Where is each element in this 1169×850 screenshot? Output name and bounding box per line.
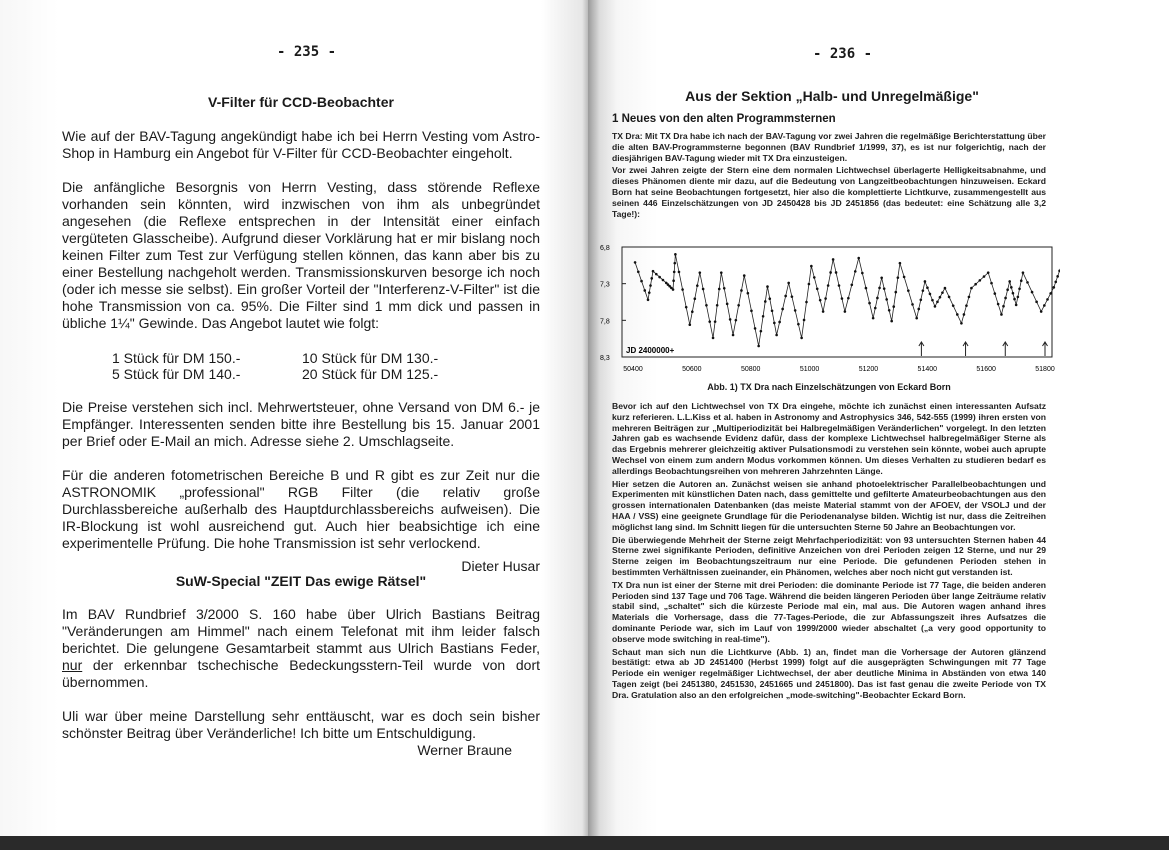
data-point bbox=[775, 334, 778, 337]
data-point bbox=[694, 297, 697, 300]
data-point bbox=[708, 320, 711, 323]
data-point bbox=[655, 273, 658, 276]
data-point bbox=[888, 309, 891, 312]
x-tick-label: 51200 bbox=[858, 366, 879, 373]
paragraph: Bevor ich auf den Lichtwechsel von TX Dra eingehe, möchte ich zunächst einen interessanten Aufsatz kurz referieren. L.L.Kiss et al. haben in Astronomy and Astrophysics 346, 542-555 (1999) ihren ersten von mehreren Beiträgen zur „Multiperiodizität bei Halbregelmäßigen Veränderlichen" vorgelegt. In den letzten Jahren gab es wachsende Evidenz dafür, dass der komplexe Lichtwechsel halbregelmäßiger Sterne als das Ergebnis mehrerer gleichzeitig aktiver Pulsationsmodi zu verstehen sein könnte, wobei auch aprupte Wechsel von einem zum andern Modus vorkommen können. Um dieses Verhalten zu studieren bedarf es allerdings Beobachtungsreihen von mehreren Jahrzehnten Länge. bbox=[612, 401, 1046, 476]
data-point bbox=[813, 276, 816, 279]
data-point bbox=[878, 287, 881, 290]
data-point bbox=[1053, 286, 1056, 289]
data-point bbox=[1010, 286, 1013, 289]
data-point bbox=[903, 276, 906, 279]
page-number: - 236 - bbox=[813, 46, 873, 62]
data-point bbox=[662, 279, 665, 282]
intro-text bbox=[612, 131, 1046, 221]
data-point bbox=[907, 289, 910, 292]
data-point bbox=[762, 315, 765, 318]
data-point bbox=[1006, 288, 1009, 291]
data-point bbox=[794, 309, 797, 312]
data-point bbox=[1017, 296, 1020, 299]
data-point bbox=[1012, 292, 1015, 295]
data-point bbox=[952, 304, 955, 307]
price-cell: 1 Stück für DM 150.- bbox=[112, 350, 241, 366]
data-point bbox=[1004, 297, 1007, 300]
author: Werner Braune bbox=[417, 742, 512, 758]
data-point bbox=[956, 313, 959, 316]
data-point bbox=[735, 319, 738, 322]
author: Dieter Husar bbox=[461, 558, 540, 574]
data-point bbox=[929, 293, 932, 296]
data-point bbox=[885, 298, 888, 301]
data-point bbox=[924, 280, 927, 283]
underlined-word: nur bbox=[62, 657, 83, 673]
x-axis-label: JD 2400000+ bbox=[626, 346, 675, 355]
data-point bbox=[797, 323, 800, 326]
data-point bbox=[911, 303, 914, 306]
data-point bbox=[1002, 305, 1005, 308]
data-point bbox=[965, 304, 968, 307]
article-title: SuW-Special "ZEIT Das ewige Rätsel" bbox=[175, 573, 427, 589]
paragraph: Schaut man sich nun die Lichtkurve (Abb. 1) an, findet man die Vorhersage der Autoren glänzend bestätigt: etwa ab JD 2451400 (Herbst 1999) folgt auf die ausgeprägten Schwingungen mit 77 Tage Periode ein weniger regelmäßiger Lichtwechsel, der aber deutliche Minima in Abständen von etwa 140 Tagen zeigt (bei 2451380, 2451530, 2451665 und 2451800). Das ist fast genau die zweite Periode von TX Dra. Gratulation also an den erfolgreichen „mode-switching"-Beobachter Eckard Born. bbox=[612, 646, 1046, 700]
paragraph bbox=[62, 606, 540, 691]
y-tick-label: 6,8 bbox=[600, 245, 610, 252]
price-cell: 20 Stück für DM 125.- bbox=[302, 366, 439, 382]
price-cell: 5 Stück für DM 140.- bbox=[112, 366, 241, 382]
data-point bbox=[685, 306, 688, 309]
data-point bbox=[934, 305, 937, 308]
plot-frame bbox=[622, 247, 1052, 357]
data-point bbox=[841, 297, 844, 300]
data-point bbox=[712, 337, 715, 340]
y-tick-label: 8,3 bbox=[600, 355, 610, 362]
paragraph: Für die anderen fotometrischen Bereiche B und R gibt es zur Zeit nur die ASTRONOMIK „professional" RGB Filter (die relativ große Durchlassbereiche außerhalb des Hauptdurchlassbereichs aufweisen). Die IR-Blockung ist wohl ausreichend gut. Auch hier beabsichtige ich eine experimentelle Prüfung. Die hohe Transmission ist sehr verlockend. bbox=[62, 467, 540, 551]
data-point bbox=[810, 265, 813, 268]
paragraph: Hier setzen die Autoren an. Zunächst weisen sie anhand photoelektrischer Parallelbeobachtungen und Experimenten mit künstlichen Daten nach, dass gemittelte und gefilterte Amateurbeobachtungen aus den grossen internationalen Datenbanken (das meiste Material stammt von der AFOEV, der VSOLJ und der HAA / VSS) eine geeignete Grundlage für die Periodenanalyse bilden. Wichtig ist nur, dass die Zeitreihen möglichst lang sind. Im Schnitt liegen für die untersuchten Sterne 50 Jahre an Beobachtungen vor. bbox=[612, 478, 1046, 532]
data-point bbox=[824, 297, 827, 300]
data-point bbox=[681, 288, 684, 291]
data-point bbox=[672, 288, 675, 291]
data-point bbox=[987, 271, 990, 274]
light-curve-chart bbox=[600, 240, 1060, 395]
data-point bbox=[917, 308, 920, 311]
x-tick-label: 51000 bbox=[799, 366, 820, 373]
data-point bbox=[1031, 291, 1034, 294]
data-point bbox=[963, 313, 966, 316]
data-point bbox=[674, 253, 677, 256]
data-point bbox=[970, 287, 973, 290]
data-point bbox=[897, 276, 900, 279]
data-point bbox=[637, 270, 640, 273]
data-point bbox=[808, 283, 811, 286]
data-point bbox=[652, 270, 655, 273]
data-point bbox=[781, 308, 784, 311]
data-point bbox=[1058, 270, 1060, 273]
data-point bbox=[720, 271, 723, 274]
data-point bbox=[696, 284, 699, 287]
text: der erkennbar tschechische Bedeckungsstern-Teil wurde von dort übernommen. bbox=[62, 657, 540, 690]
data-point bbox=[714, 320, 717, 323]
data-point bbox=[1035, 301, 1038, 304]
data-point bbox=[1018, 288, 1021, 291]
data-point bbox=[838, 284, 841, 287]
data-point bbox=[726, 303, 729, 306]
data-point bbox=[979, 279, 982, 282]
paragraph: Die anfängliche Besorgnis von Herrn Vesting, dass störende Reflexe vorhanden sein könnten, wird inzwischen von ihm als unbegründet angesehen (die Reflexe entsprechen in der Intensität einer einfach vergüteten Glasscheibe). Aufgrund dieser Vorklärung hat er mir bislang noch keinen Filter zum Test zur Verfügung stellen können, das kann aber bis zu einer Bestellung nachgeholt werden. Transmissionskurven besorge ich noch (oder ich messe sie selbst). Ein großer Vorteil der "Interferenz-V-Filter" ist die hohe Transmission von ca. 95%. Die Filter sind 1 mm dick und passen in übliche 1¼" Gewinde. Das Angebot lautet wie folgt: bbox=[62, 179, 540, 331]
data-point bbox=[805, 301, 808, 304]
data-point bbox=[892, 305, 895, 308]
data-point bbox=[876, 297, 879, 300]
figure-caption: Abb. 1) TX Dra nach Einzelschätzungen von Eckard Born bbox=[707, 382, 951, 392]
paragraph: TX Dra nun ist einer der Sterne mit drei Perioden: die dominante Periode ist 77 Tage, die beiden anderen Perioden sind 137 Tage und 706 Tage. Während die beiden längeren Perioden über lange Zeiträume relativ stabil sind, „schaltet" sich die kürzeste Periode mal ein, mal aus. Die Autoren wagen anhand ihres Materials die Vorhersage, dass die 77-Tages-Periode, die zur Abfassungszeit ihres Aufsatzes die dominante Periode war, sich im Lauf von 1999/2000 wieder abschaltet („a very good opportunity to observe mode switching in real-time"). bbox=[612, 579, 1046, 644]
data-point bbox=[974, 283, 977, 286]
data-point bbox=[865, 287, 868, 290]
data-point bbox=[1043, 304, 1046, 307]
data-point bbox=[983, 275, 986, 278]
x-tick-label: 51400 bbox=[917, 366, 938, 373]
data-point bbox=[1049, 292, 1052, 295]
x-tick-label: 51600 bbox=[976, 366, 996, 373]
light-curve-line bbox=[635, 254, 1060, 346]
data-point bbox=[740, 289, 743, 292]
data-point bbox=[791, 295, 794, 298]
data-point bbox=[768, 297, 771, 300]
x-tick-label: 50800 bbox=[740, 366, 761, 373]
data-point bbox=[673, 262, 676, 265]
data-point bbox=[883, 287, 886, 290]
data-point bbox=[944, 287, 947, 290]
data-point bbox=[874, 307, 877, 310]
data-point bbox=[672, 279, 675, 282]
section-title: Aus der Sektion „Halb- und Unregelmäßige" bbox=[685, 88, 979, 104]
data-point bbox=[1020, 279, 1023, 282]
price-cell: 10 Stück für DM 130.- bbox=[302, 350, 439, 366]
body-text bbox=[612, 401, 1046, 703]
x-tick-label: 51800 bbox=[1035, 366, 1055, 373]
data-point bbox=[691, 310, 694, 313]
x-tick-label: 50400 bbox=[623, 366, 643, 373]
data-point bbox=[705, 304, 708, 307]
data-point bbox=[803, 319, 806, 322]
data-point bbox=[648, 291, 651, 294]
data-point bbox=[922, 289, 925, 292]
data-point bbox=[634, 261, 637, 264]
data-point bbox=[1054, 281, 1057, 284]
data-point bbox=[857, 257, 860, 260]
data-point bbox=[920, 299, 923, 302]
text: Mit TX Dra habe ich nach der BAV-Tagung vor zwei Jahren die regelmäßige Berichterstattung über die alten BAV-Programmsterne begonnen (BAV Rundbrief 1/1999, 37), es ist nur folgerichtig, nach der diesjährigen BAV-Tagung wieder mit TX Dra einzusteigen. bbox=[612, 131, 1046, 163]
paragraph: Vor zwei Jahren zeigte der Stern eine dem normalen Lichtwechsel überlagerte Helligkeitsabnahme, und dieses Phänomen diente mir dazu, auf die Bedeutung von Langzeitbeobachtungen hinzuweisen. Eckard Born hat seine Beobachtungen fortgesetzt, hier also die komplettierte Lichtkurve, zusammengestellt aus seinen 446 Einzelschätzungen von JD 2450428 bis JD 2451856 (das bedeutet: eine Schätzung alle 3,2 Tage!): bbox=[612, 165, 1046, 219]
data-point bbox=[729, 318, 732, 321]
data-point bbox=[816, 288, 819, 291]
scan-edge bbox=[0, 836, 1169, 850]
data-point bbox=[650, 277, 653, 280]
data-point bbox=[847, 297, 850, 300]
data-point bbox=[673, 271, 676, 274]
data-point bbox=[723, 287, 726, 290]
data-point bbox=[1013, 298, 1016, 301]
data-point bbox=[658, 276, 661, 279]
data-point bbox=[868, 302, 871, 305]
paragraph: Die Preise verstehen sich incl. Mehrwertsteuer, ohne Versand von DM 6.- je Empfänger. Interessenten senden bitte ihre Bestellung bis 15. Januar 2001 per Brief oder E-Mail an mich. Adresse siehe 2. Umschlagseite. bbox=[62, 399, 540, 449]
data-point bbox=[702, 288, 705, 291]
paragraph: Die überwiegende Mehrheit der Sterne zeigt Mehrfachperiodizität: von 93 untersuchten Sternen haben 44 Sterne zwei signifikante Perioden, definitive Anzeichen von drei Perioden zeigen 12 Sterne, und nur 29 Sterne zeigen im Beobachtungszeitraum nur eine Periode. Die gefundenen Perioden stehen in bestimmten Verhältnissen zueinander, ein Phänomen, welches aber noch nicht gut verstanden ist. bbox=[612, 534, 1046, 577]
data-point bbox=[678, 271, 681, 274]
paragraph: Uli war über meine Darstellung sehr enttäuscht, war es doch sein bisher schönster Beitrag über Veränderliche! Ich bitte um Entschuldigung. bbox=[62, 708, 540, 741]
data-point bbox=[880, 277, 883, 280]
data-point bbox=[747, 292, 750, 295]
y-tick-label: 7,3 bbox=[600, 281, 610, 289]
data-point bbox=[997, 303, 1000, 306]
data-point bbox=[754, 327, 757, 330]
data-point bbox=[647, 299, 650, 302]
data-point bbox=[890, 320, 893, 323]
data-point bbox=[778, 321, 781, 324]
data-point bbox=[771, 310, 774, 313]
data-point bbox=[1056, 275, 1059, 278]
data-point bbox=[851, 283, 854, 286]
data-point bbox=[829, 271, 832, 274]
data-point bbox=[872, 317, 875, 320]
data-point bbox=[787, 282, 790, 285]
data-point bbox=[827, 284, 830, 287]
data-point bbox=[640, 280, 643, 283]
data-point bbox=[757, 345, 760, 348]
data-point bbox=[737, 304, 740, 307]
text: Im BAV Rundbrief 3/2000 S. 160 habe über Ulrich Bastians Beitrag "Veränderungen am Himmel" nach einem Telefonat mit ihm leider falsch berichtet. Die gelungene Gesamtarbeit stammt aus Ulrich Bastians Feder, bbox=[62, 606, 540, 656]
data-point bbox=[773, 322, 776, 325]
data-point bbox=[750, 310, 753, 313]
data-point bbox=[899, 262, 902, 265]
data-point bbox=[743, 274, 746, 277]
data-point bbox=[822, 310, 825, 313]
data-point bbox=[643, 289, 646, 292]
data-point bbox=[1040, 310, 1043, 313]
data-point bbox=[832, 258, 835, 261]
data-point bbox=[894, 291, 897, 294]
data-point bbox=[960, 322, 963, 325]
x-tick-label: 50600 bbox=[682, 366, 702, 373]
data-point bbox=[936, 301, 939, 304]
article-body bbox=[62, 606, 540, 742]
data-point bbox=[854, 270, 857, 273]
data-point bbox=[649, 284, 652, 287]
data-point bbox=[718, 288, 721, 291]
data-point bbox=[941, 291, 944, 294]
page-number: - 235 - bbox=[277, 44, 337, 60]
data-point bbox=[800, 337, 803, 340]
price-table bbox=[112, 350, 492, 382]
data-point bbox=[939, 296, 942, 299]
article-title: V-Filter für CCD-Beobachter bbox=[208, 94, 394, 110]
data-point bbox=[1046, 298, 1049, 301]
data-point bbox=[819, 299, 822, 302]
data-point bbox=[844, 310, 847, 313]
data-point bbox=[994, 292, 997, 295]
data-point bbox=[931, 299, 934, 302]
data-point bbox=[861, 272, 864, 275]
data-point bbox=[699, 271, 702, 274]
data-point bbox=[835, 271, 838, 274]
data-point bbox=[1008, 280, 1011, 283]
data-point bbox=[732, 334, 735, 337]
data-point bbox=[990, 282, 993, 285]
paragraph bbox=[612, 131, 1046, 163]
data-point bbox=[968, 296, 971, 299]
y-tick-label: 7,8 bbox=[600, 318, 610, 326]
data-point bbox=[926, 286, 929, 289]
data-point bbox=[1026, 281, 1029, 284]
data-point bbox=[1000, 313, 1003, 316]
data-point bbox=[784, 295, 787, 298]
data-point bbox=[716, 304, 719, 307]
subsection-heading: 1 Neues von den alten Programmsternen bbox=[612, 113, 836, 125]
article-body bbox=[62, 128, 540, 575]
data-point bbox=[688, 323, 691, 326]
data-point bbox=[760, 330, 763, 333]
data-point bbox=[1015, 304, 1018, 307]
data-point bbox=[764, 300, 767, 303]
paragraph: Wie auf der BAV-Tagung angekündigt habe ich bei Herrn Vesting vom Astro-Shop in Hamburg ein Angebot für V-Filter für CCD-Beobachter eingeholt. bbox=[62, 128, 540, 161]
data-point bbox=[948, 296, 951, 299]
data-point bbox=[1022, 271, 1025, 274]
star-label: TX Dra: bbox=[612, 131, 643, 141]
data-point bbox=[915, 317, 918, 320]
data-point bbox=[766, 285, 769, 288]
